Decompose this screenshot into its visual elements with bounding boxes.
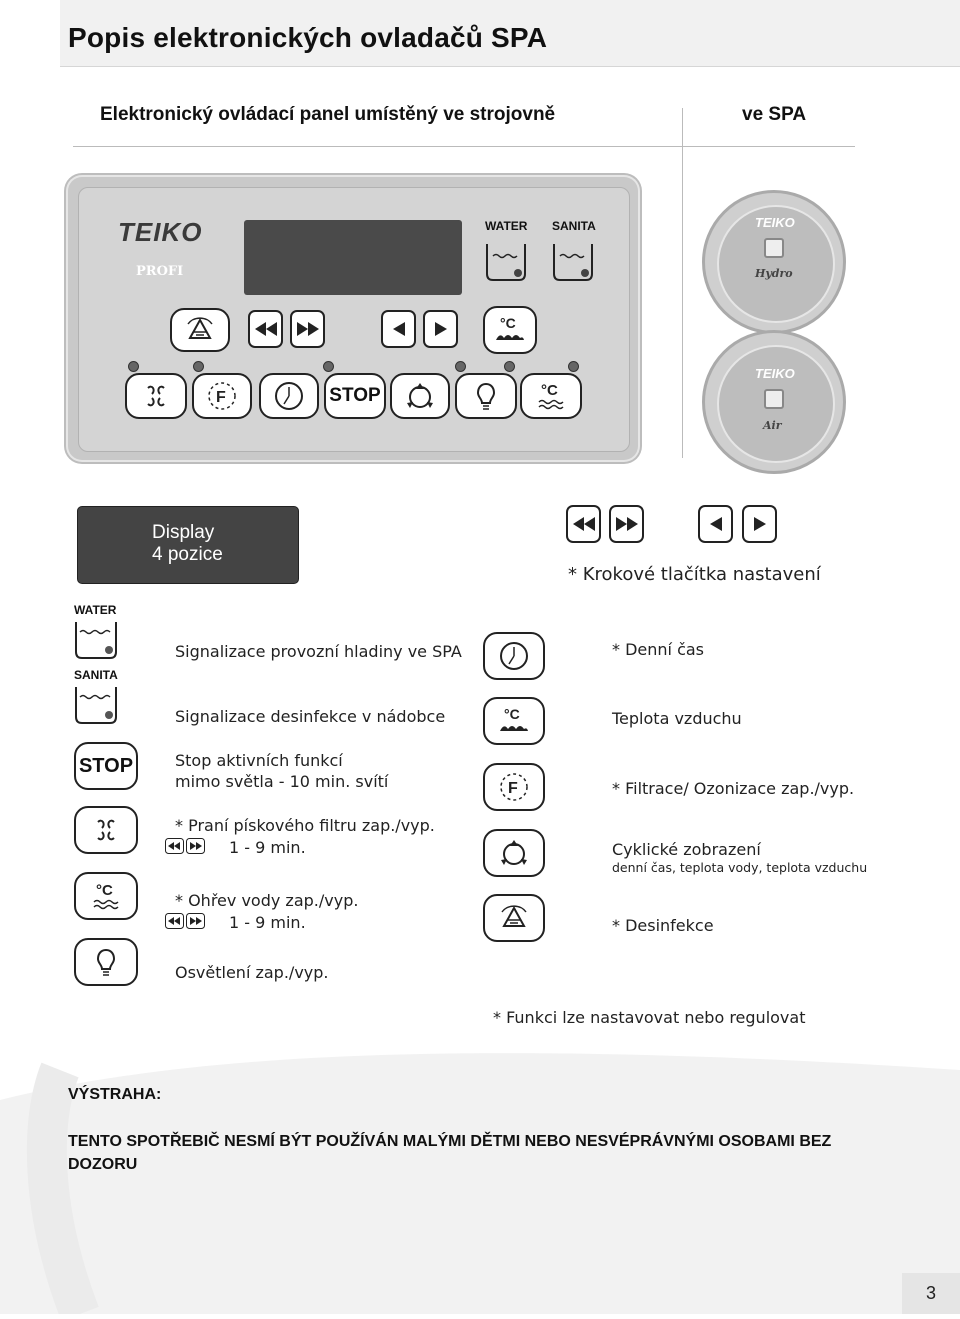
water-label: WATER bbox=[485, 219, 528, 233]
legend-light-text: Osvětlení zap./vyp. bbox=[175, 963, 329, 982]
legend-water-heating-step-icons bbox=[165, 913, 205, 934]
next-button[interactable] bbox=[423, 310, 458, 348]
sand-filter-wash-button[interactable] bbox=[125, 373, 187, 419]
filtration-button[interactable] bbox=[192, 373, 252, 419]
legend-stop-text-line1: Stop aktivních funkcí bbox=[175, 751, 343, 770]
led-indicator bbox=[455, 361, 466, 372]
legend-fast-forward-icon bbox=[609, 505, 644, 543]
svg-text:°C: °C bbox=[541, 382, 558, 399]
legend-water-heating-text: * Ohřev vody zap./vyp. bbox=[175, 891, 359, 910]
legend-disinfection-text: * Desinfekce bbox=[612, 916, 714, 935]
page-title: Popis elektronických ovladačů SPA bbox=[68, 22, 548, 53]
led-indicator bbox=[568, 361, 579, 372]
legend-air-temperature-text: Teplota vzduchu bbox=[612, 709, 742, 728]
legend-water-level-icon bbox=[74, 620, 118, 660]
adjustable-note: * Funkci lze nastavovat nebo regulovat bbox=[493, 1008, 806, 1027]
legend-water-label: WATER bbox=[74, 603, 117, 617]
spa-button-hydro-brand: TEIKO bbox=[755, 215, 795, 230]
spa-button-hydro[interactable] bbox=[702, 190, 846, 334]
sanita-indicator bbox=[552, 242, 594, 282]
legend-rewind-icon bbox=[566, 505, 601, 543]
water-heating-button[interactable] bbox=[520, 373, 582, 419]
svg-text:°C: °C bbox=[96, 882, 113, 899]
warning-text: TENTO SPOTŘEBIČ NESMÍ BÝT POUŽÍVÁN MALÝMI DĚTMI NEBO NESVÉPRÁVNÝMI OSOBAMI BEZ DOZORU bbox=[68, 1133, 832, 1173]
legend-clock-text: * Denní čas bbox=[612, 640, 704, 659]
warning-heading: VÝSTRAHA: bbox=[68, 1086, 162, 1103]
sanita-label: SANITA bbox=[552, 219, 596, 233]
water-level-indicator bbox=[485, 242, 527, 282]
legend-cycle-display-text: Cyklické zobrazení bbox=[612, 840, 761, 859]
legend-sanita-icon bbox=[74, 685, 118, 725]
step-buttons-caption: * Krokové tlačítka nastavení bbox=[568, 564, 821, 585]
legend-air-temperature-icon bbox=[483, 697, 545, 745]
spa-button-air-brand: TEIKO bbox=[755, 366, 795, 381]
light-button[interactable] bbox=[455, 373, 517, 419]
svg-text:F: F bbox=[508, 780, 518, 797]
brand-logo: TEIKO bbox=[118, 217, 203, 247]
legend-cycle-display-icon bbox=[483, 829, 545, 877]
svg-text:F: F bbox=[216, 389, 226, 406]
legend-next-icon bbox=[742, 505, 777, 543]
led-display bbox=[244, 220, 462, 295]
legend-previous-icon bbox=[698, 505, 733, 543]
legend-cycle-display-subtext: denní čas, teplota vody, teplota vzduchu bbox=[612, 860, 868, 875]
model-label: PROFI bbox=[136, 264, 184, 279]
svg-text:°C: °C bbox=[504, 706, 520, 722]
spa-button-air[interactable] bbox=[702, 330, 846, 474]
legend-filtration-icon bbox=[483, 763, 545, 811]
led-indicator bbox=[323, 361, 334, 372]
legend-sanita-label: SANITA bbox=[74, 668, 118, 682]
stop-button-label: STOP bbox=[329, 385, 381, 406]
divider-horizontal bbox=[73, 146, 855, 147]
stop-button[interactable] bbox=[324, 373, 386, 419]
clock-button[interactable] bbox=[259, 373, 319, 419]
spa-button-air-led bbox=[764, 389, 784, 409]
control-panel bbox=[68, 177, 638, 460]
legend-stop-icon-label: STOP bbox=[78, 754, 134, 777]
display-legend-line2: 4 pozice bbox=[152, 544, 223, 565]
legend-sand-filter-range: 1 - 9 min. bbox=[229, 838, 306, 857]
led-indicator bbox=[128, 361, 139, 372]
section-label-spa: ve SPA bbox=[742, 104, 807, 125]
spa-button-air-label: Air bbox=[763, 419, 782, 432]
section-label-machine-room: Elektronický ovládací panel umístěný ve strojovně bbox=[100, 104, 556, 125]
legend-sand-filter-step-icons bbox=[165, 838, 205, 859]
display-legend-box bbox=[77, 506, 299, 584]
svg-text:°C: °C bbox=[500, 315, 516, 331]
fast-forward-button[interactable] bbox=[290, 310, 325, 348]
disinfection-button[interactable] bbox=[170, 308, 230, 352]
previous-button[interactable] bbox=[381, 310, 416, 348]
legend-clock-icon bbox=[483, 632, 545, 680]
page-number: 3 bbox=[902, 1273, 960, 1314]
legend-stop-text-line2: mimo světla - 10 min. svítí bbox=[175, 772, 389, 791]
legend-light-icon bbox=[74, 938, 138, 986]
led-indicator bbox=[193, 361, 204, 372]
spa-button-hydro-led bbox=[764, 238, 784, 258]
air-temperature-button[interactable] bbox=[483, 306, 537, 354]
legend-stop-icon bbox=[74, 742, 138, 790]
legend-sanita-text: Signalizace desinfekce v nádobce bbox=[175, 707, 446, 726]
legend-sand-filter-icon bbox=[74, 806, 138, 854]
spa-button-hydro-label: Hydro bbox=[755, 267, 793, 280]
legend-sand-filter-text: * Praní pískového filtru zap./vyp. bbox=[175, 816, 435, 835]
legend-disinfection-icon bbox=[483, 894, 545, 942]
rewind-button[interactable] bbox=[248, 310, 283, 348]
cycle-display-button[interactable] bbox=[390, 373, 450, 419]
legend-water-heating-range: 1 - 9 min. bbox=[229, 913, 306, 932]
legend-water-heating-icon bbox=[74, 872, 138, 920]
legend-filtration-text: * Filtrace/ Ozonizace zap./vyp. bbox=[612, 779, 855, 798]
led-indicator bbox=[504, 361, 515, 372]
divider-vertical bbox=[682, 108, 683, 458]
legend-water-level-text: Signalizace provozní hladiny ve SPA bbox=[175, 642, 462, 661]
display-legend-line1: Display bbox=[152, 522, 215, 543]
